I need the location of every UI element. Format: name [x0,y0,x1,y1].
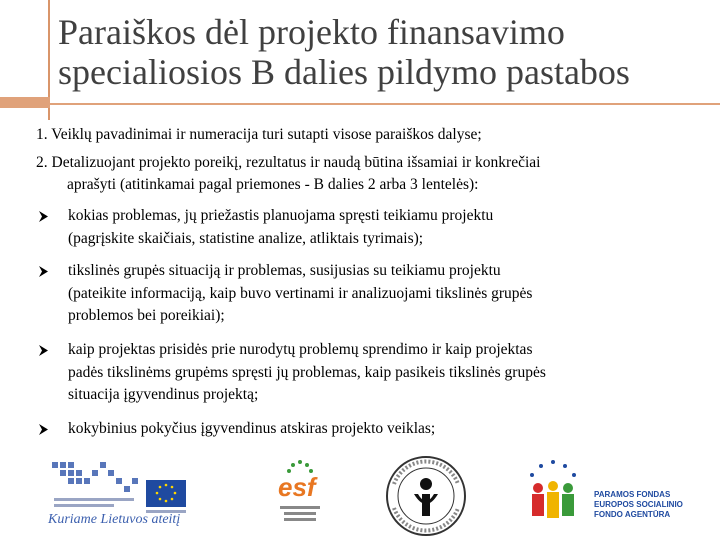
numbered-item-1-text: 1. Veiklų pavadinimai ir numeracija turi sutapti visose paraiškos dalyse; [36,126,482,143]
logo-strip [0,448,720,540]
bullet-item-3-line3: situacija įgyvendinus projektą; [68,386,259,403]
arrow-bullet-icon [38,205,52,222]
accent-horizontal-line [50,103,720,105]
bullet-item-3-line1: kaip projektas prisidės prie nurodytų problemų sprendimo ir kaip projektas [68,341,533,358]
round-emblem-logo [384,454,468,538]
fund-name-line3: FONDO AGENTŪRA [594,510,671,519]
bullet-item-3-line2: padės tikslinėms grupėms spręsti jų problemas, kaip pasikeis tikslinės grupės [68,363,546,381]
numbered-item-2-line1: 2. Detalizuojant projekto poreikį, rezultatus ir naudą būtina išsamiai ir konkrečiai [36,154,541,171]
bullet-item-2-line1: tikslinės grupės situaciją ir problemas, susijusias su teikiamu projektu [68,262,501,279]
esf-text: esf [278,472,316,502]
slide-title [58,12,708,92]
numbered-item-1 [36,124,482,146]
fund-name-line1: PARAMOS FONDAS [594,490,671,499]
bullet-item-4-line1: kokybinius pokyčius įgyvendinus atskiras projekto veiklas; [68,420,436,437]
ministry-slogan: Kuriame Lietuvos ateitį [48,512,181,527]
fund-agency-logo [518,458,708,538]
title-line-2: specialiosios B dalies pildymo pastabos [58,52,630,92]
numbered-item-2 [36,152,540,196]
ministry-eu-logo [34,456,200,534]
title-line-1: Paraiškos dėl projekto finansavimo [58,12,565,52]
fund-name-line2: EUROPOS SOCIALINIO [594,500,683,509]
arrow-bullet-icon [38,260,52,277]
arrow-bullet-icon [38,418,52,435]
bullet-item-1-line1: kokias problemas, jų priežastis planuojama spręsti teikiamu projektu [68,207,494,224]
esf-logo [276,456,324,536]
accent-block [0,97,50,108]
bullet-item-1-line2: (pagrįskite skaičiais, statistine analize, atliktais tyrimais); [68,229,424,247]
bullet-item-2-line3: problemos bei poreikiai); [68,307,225,324]
arrow-bullet-icon [38,339,52,356]
numbered-item-2-line2: aprašyti (atitinkamai pagal priemones - B dalies 2 arba 3 lentelės): [67,176,479,193]
bullet-item-2-line2: (pateikite informaciją, kaip buvo vertinami ir analizuojami tikslinės grupės [68,284,533,302]
